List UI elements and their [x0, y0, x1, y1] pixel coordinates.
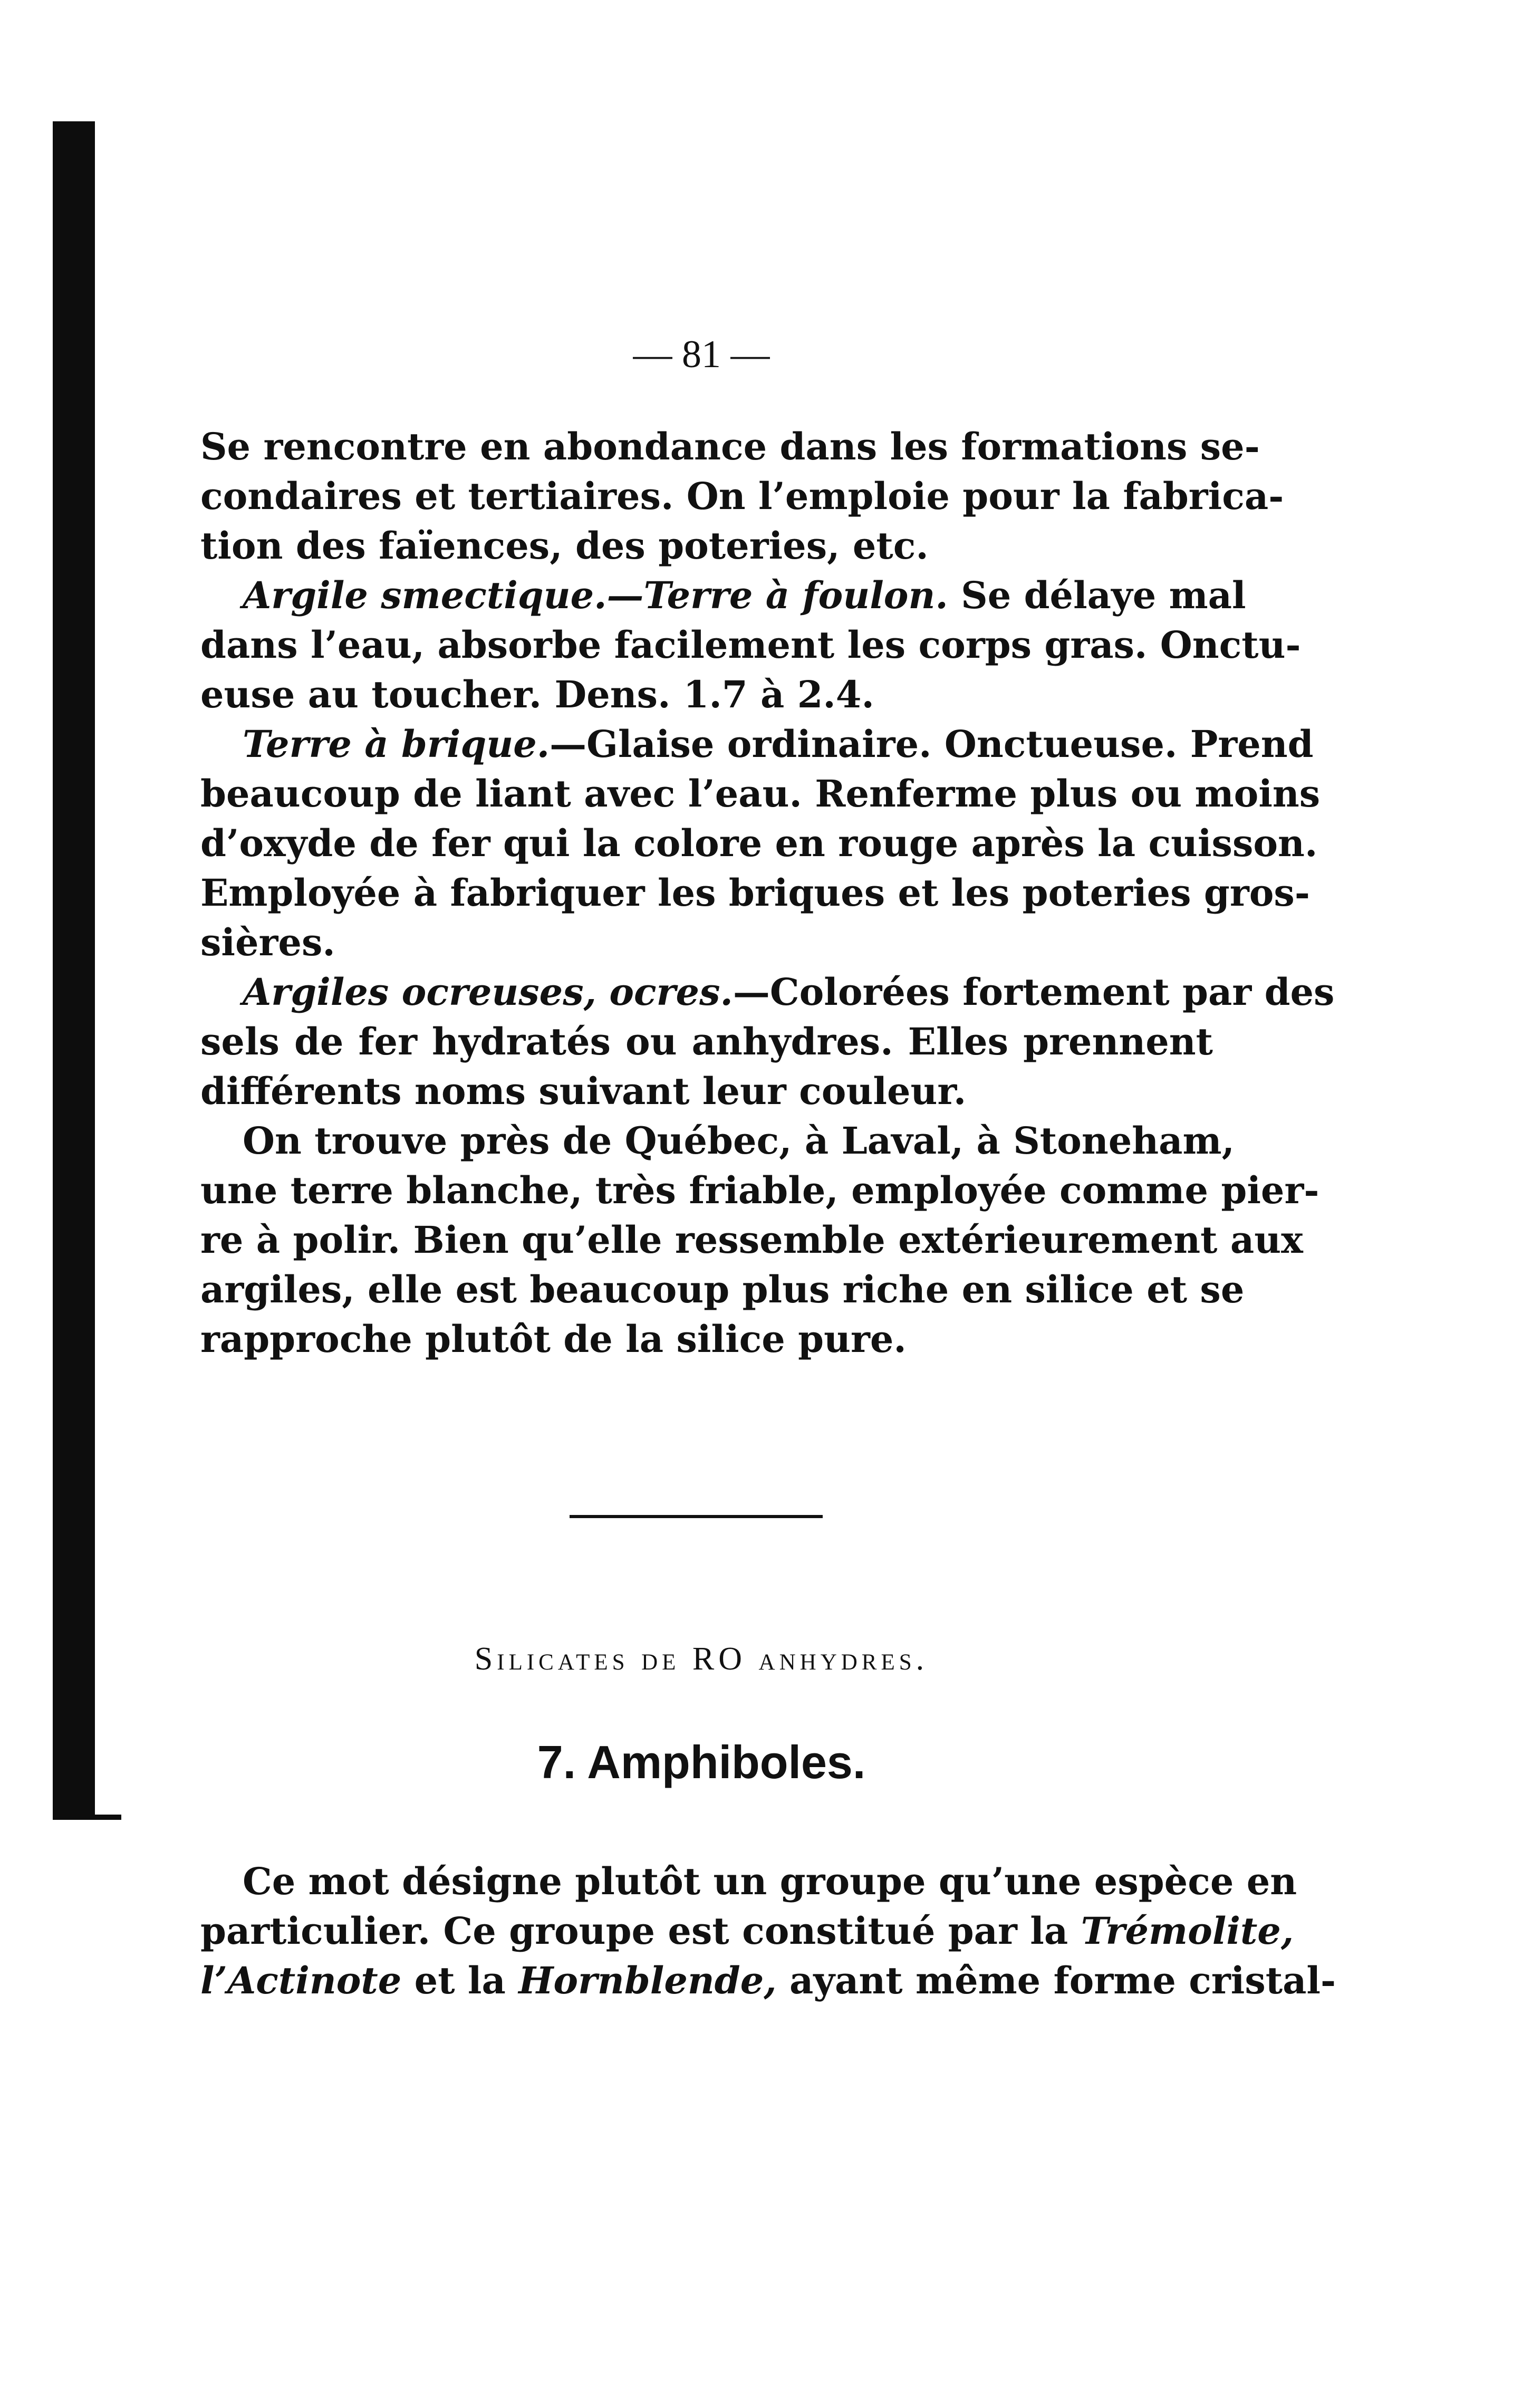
paragraph-continuation [200, 422, 1284, 571]
text-line: une terre blanche, très friable, employée comme pier- [200, 1168, 1319, 1212]
text-line: On trouve près de Québec, à Laval, à Stoneham, [243, 1119, 1235, 1163]
term-terre-a-brique: Terre à brique. [243, 722, 550, 766]
text-line [200, 571, 1246, 620]
text-line: Employée à fabriquer les briques et les poteries gros- [200, 871, 1310, 915]
text-line: argiles, elle est beaucoup plus riche en silice et se [200, 1268, 1245, 1311]
text-fragment: ayant même forme cristal- [776, 1959, 1336, 2002]
page-number: — 81 — [633, 333, 770, 376]
text-line [200, 719, 1314, 769]
text-line: Se rencontre en abondance dans les formations se- [200, 425, 1260, 468]
chapter-heading: 7. Amphiboles. [537, 1736, 866, 1788]
paragraph-amphiboles [200, 1857, 1336, 2006]
text-line: rapproche plutôt de la silice pure. [200, 1317, 907, 1361]
text-line: beaucoup de liant avec l’eau. Renferme plus ou moins [200, 772, 1321, 816]
text-line: différents noms suivant leur couleur. [200, 1069, 967, 1113]
term-argile-smectique: Argile smectique.—Terre à foulon. [243, 573, 948, 617]
section-divider [570, 1515, 823, 1518]
text-line [200, 1956, 1336, 2006]
binding-tick [84, 1815, 121, 1820]
paragraph-argiles-ocreuses [200, 967, 1335, 1116]
paragraph-quebec [200, 1116, 1319, 1364]
text-line: dans l’eau, absorbe facilement les corps gras. Onctu- [200, 623, 1301, 667]
text-line: sels de fer hydratés ou anhydres. Elles prennent [200, 1020, 1213, 1063]
text-line: euse au toucher. Dens. 1.7 à 2.4. [200, 673, 874, 716]
text-line [200, 967, 1335, 1017]
text-line [200, 1906, 1294, 1956]
text-line: condaires et tertiaires. On l’emploie pour la fabrica- [200, 474, 1284, 518]
paragraph-argile-smectique [200, 571, 1301, 719]
text-fragment: et la [401, 1959, 519, 2002]
text-line: d’oxyde de fer qui la colore en rouge après la cuisson. [200, 821, 1318, 865]
text-line: Ce mot désigne plutôt un groupe qu’une espèce en [243, 1859, 1297, 1903]
text-fragment: —Colorées fortement par des [733, 970, 1335, 1014]
section-title: Silicates de RO anhydres. [474, 1641, 929, 1677]
term-hornblende: Hornblende, [518, 1959, 777, 2002]
binding-edge [53, 121, 95, 1820]
text-fragment: particulier. Ce groupe est constitué par la [200, 1909, 1081, 1953]
text-fragment: —Glaise ordinaire. Onctueuse. Prend [550, 722, 1314, 766]
term-actinote: l’Actinote [200, 1959, 402, 2002]
term-tremolite: Trémolite, [1081, 1909, 1294, 1953]
text-line: tion des faïences, des poteries, etc. [200, 524, 929, 568]
paragraph-terre-a-brique [200, 719, 1321, 967]
term-argiles-ocreuses: Argiles ocreuses, ocres. [243, 970, 733, 1014]
text-line: re à polir. Bien qu’elle ressemble extérieurement aux [200, 1218, 1303, 1262]
text-line: sières. [200, 920, 335, 964]
text-fragment: Se délaye mal [948, 573, 1246, 617]
